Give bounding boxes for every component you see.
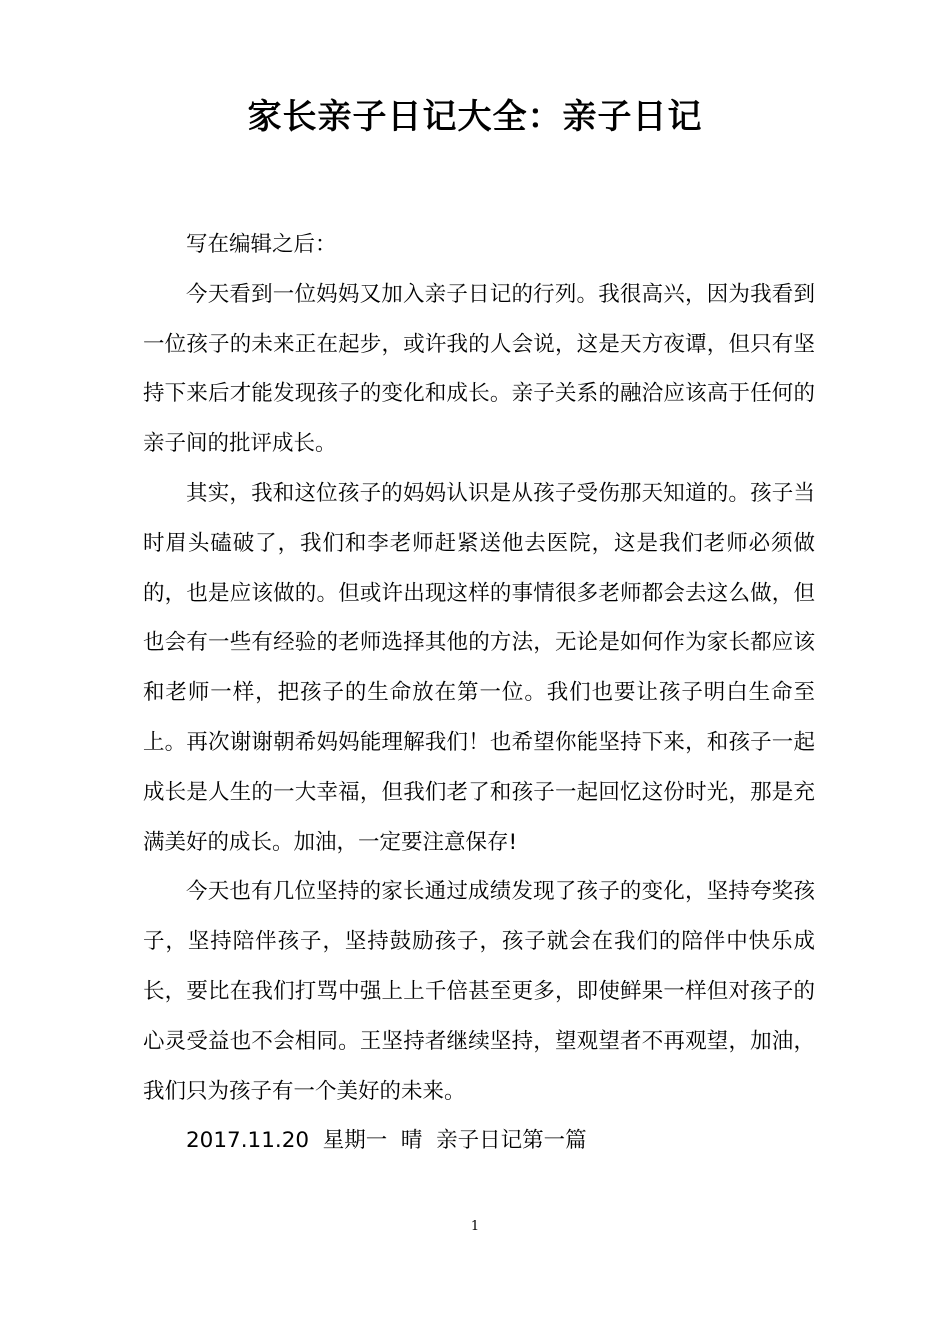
paragraph: 今天看到一位妈妈又加入亲子日记的行列。我很高兴，因为我看到一位孩子的未来正在起步，或许我的人会说，这是天方夜谭，但只有坚持下来后才能发现孩子的变化和成长。亲子关系的融洽应该高于任何的亲子间的批评成长。 [143, 281, 815, 457]
document-title: 家长亲子日记大全：亲子日记 [247, 97, 703, 137]
page-number: 1 [470, 1219, 480, 1234]
paragraph: 今天也有几位坚持的家长通过成绩发现了孩子的变化，坚持夸奖孩子，坚持陪伴孩子，坚持鼓励孩子，孩子就会在我们的陪伴中快乐成长，要比在我们打骂中强上上千倍甚至更多，即使鲜果一样但对孩子的心灵受益也不会相同。王坚持者继续坚持，望观望者不再观望，加油，我们只为孩子有一个美好的未来。 [143, 879, 815, 1104]
document-body [143, 220, 815, 1166]
paragraph-intro-heading: 写在编辑之后： [186, 232, 337, 257]
paragraph-date-line: 2017.11.20 星期一 晴 亲子日记第一篇 [186, 1128, 587, 1154]
paragraph: 其实，我和这位孩子的妈妈认识是从孩子受伤那天知道的。孩子当时眉头磕破了，我们和李老师赶紧送他去医院，这是我们老师必须做的，也是应该做的。但或许出现这样的事情很多老师都会去这么做，但也会有一些有经验的老师选择其他的方法，无论是如何作为家长都应该和老师一样，把孩子的生命放在第一位。我们也要让孩子明白生命至上。再次谢谢朝希妈妈能理解我们！也希望你能坚持下来，和孩子一起成长是人生的一大幸福，但我们老了和孩子一起回忆这份时光，那是充满美好的成长。加油，一定要注意保存! [143, 480, 815, 855]
